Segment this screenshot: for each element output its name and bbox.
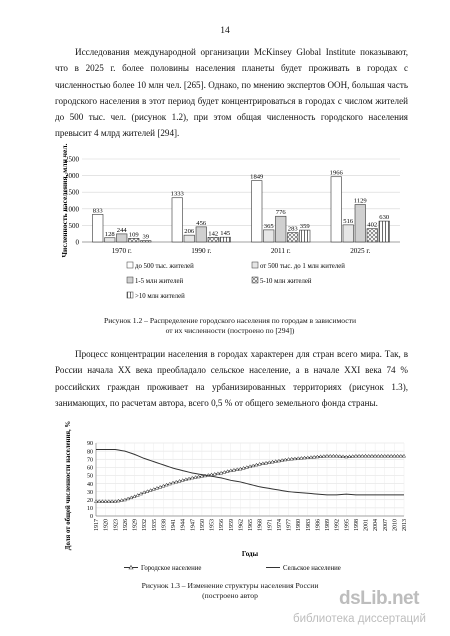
x-tick-label: 1980	[296, 519, 303, 531]
bar-value-label: 1129	[353, 197, 367, 205]
bar	[355, 205, 366, 242]
legend-label: 1-5 млн жителей	[135, 278, 184, 285]
bar	[208, 237, 219, 242]
bar	[276, 216, 287, 242]
bar-value-label: 142	[208, 230, 219, 238]
bar	[331, 177, 342, 242]
bar	[93, 214, 104, 242]
page-number: 14	[220, 26, 230, 36]
bar	[184, 235, 195, 242]
legend-label: Городское население	[141, 565, 202, 572]
y-tick-label: 20	[87, 497, 93, 504]
x-tick-label: 1977	[286, 519, 293, 531]
y-tick-label: 30	[87, 489, 93, 496]
x-tick-label: 1935	[151, 519, 158, 531]
x-tick-label: 1990 г.	[191, 247, 212, 255]
bar	[117, 234, 128, 242]
bar-value-label: 283	[287, 225, 298, 233]
bar-value-label: 833	[92, 207, 103, 215]
bar-value-label: 776	[275, 209, 286, 217]
bar-value-label: 244	[116, 226, 127, 234]
x-tick-label: 2025 г.	[350, 247, 371, 255]
bar	[196, 227, 207, 242]
y-tick-label: 70	[87, 457, 93, 464]
x-tick-label: 1974	[276, 519, 283, 531]
bar-value-label: 1966	[329, 169, 343, 177]
x-tick-label: 1983	[305, 519, 312, 531]
x-axis-title: Годы	[241, 550, 259, 558]
bar	[300, 230, 311, 242]
x-tick-label: 1947	[190, 519, 197, 531]
x-tick-label: 1917	[94, 519, 100, 531]
bar-value-label: 1333	[170, 190, 184, 198]
bar	[367, 229, 378, 242]
x-tick-label: 1959	[228, 519, 235, 531]
x-tick-label: 1920	[103, 519, 110, 531]
line-chart-russia-population	[60, 420, 408, 579]
legend-swatch	[127, 292, 133, 298]
legend-label: до 500 тыс. жителей	[135, 263, 194, 270]
figure-1-2-caption-line2: от их численности (построено по [294])	[165, 326, 295, 335]
x-tick-label: 1970 г.	[111, 247, 132, 255]
bar	[141, 241, 152, 242]
figure-1-2-caption-line1: Рисунок 1.2 – Распределение городского населения по городам в зависимости	[103, 316, 357, 325]
x-tick-label: 1965	[248, 519, 254, 531]
x-tick-label: 1971	[267, 519, 274, 531]
bar-value-label: 206	[184, 228, 195, 236]
bar	[343, 225, 354, 242]
figure-1-3-caption-line1: Рисунок 1.3 – Изменение структуры населения России	[141, 581, 319, 590]
legend-swatch	[127, 262, 133, 268]
bar-value-label: 516	[343, 217, 354, 225]
x-tick-label: 1932	[142, 519, 149, 531]
bar-value-label: 109	[128, 231, 139, 239]
y-tick-label: 2000	[65, 172, 79, 181]
x-tick-label: 1992	[334, 519, 341, 531]
y-tick-label: 500	[68, 221, 79, 230]
y-tick-label: 80	[87, 449, 93, 456]
bar-value-label: 145	[220, 230, 231, 238]
figure-1-2-caption	[60, 316, 400, 336]
bar	[105, 238, 116, 242]
watermark	[293, 588, 443, 632]
y-axis-title: Доля от общей численности населения, %	[65, 420, 72, 551]
legend-label: Сельское население	[283, 565, 341, 572]
x-tick-label: 1968	[257, 519, 264, 531]
x-tick-label: 1926	[122, 519, 129, 531]
legend-swatch	[127, 277, 133, 283]
legend-swatch	[252, 277, 258, 283]
x-tick-label: 1962	[238, 519, 245, 531]
x-tick-label: 2001	[363, 519, 370, 531]
x-tick-label: 1956	[219, 519, 226, 531]
y-tick-label: 50	[87, 473, 93, 480]
bar	[288, 233, 299, 242]
bar-chart-urban-distribution	[60, 143, 406, 310]
y-tick-label: 0	[90, 514, 93, 521]
bar-value-label: 402	[367, 221, 378, 229]
x-tick-label: 1986	[315, 519, 322, 531]
y-tick-label: 0	[75, 238, 79, 247]
x-tick-label: 1938	[161, 519, 168, 531]
bar	[220, 237, 231, 242]
bar-value-label: 365	[263, 222, 274, 230]
bar-value-label: 128	[104, 230, 115, 238]
bar-value-label: 39	[142, 233, 150, 241]
legend-label: от 500 тыс. до 1 млн жителей	[260, 263, 345, 270]
paragraph-russia: Процесс концентрации населения в городах характерен для стран всего мира. Так, в России начала ХХ века преобладало сельское население, а в начале XXI века 74 % российских граждан проживает на урбанизированных территориях (рисунок 1.3), занимающих, по расчетам автора, всего 0,5 % от общего земельного фонда страны.	[55, 349, 408, 408]
y-tick-label: 60	[87, 465, 93, 472]
x-tick-label: 1923	[113, 519, 120, 531]
x-tick-label: 1944	[180, 519, 187, 531]
bar-value-label: 1849	[250, 173, 264, 181]
figure-1-3-caption-line2: (построено автор	[202, 591, 258, 600]
y-tick-label: 1500	[65, 188, 79, 197]
x-tick-label: 1998	[353, 519, 360, 531]
x-tick-label: 1989	[325, 519, 331, 531]
bar	[264, 230, 275, 242]
x-tick-label: 1950	[199, 519, 206, 531]
bar	[252, 181, 263, 242]
x-tick-label: 2010	[392, 519, 399, 531]
legend-label: >10 млн жителей	[135, 293, 185, 300]
x-tick-label: 1941	[171, 519, 177, 531]
y-tick-label: 10	[87, 506, 93, 513]
bar-value-label: 630	[379, 214, 390, 222]
y-tick-label: 1000	[65, 205, 79, 214]
x-tick-label: 1953	[209, 519, 216, 531]
x-tick-label: 1929	[132, 519, 139, 531]
x-tick-label: 2004	[373, 519, 380, 531]
y-tick-label: 40	[87, 481, 93, 488]
watermark-subtitle: библиотека диссертаций	[293, 613, 426, 625]
bar-value-label: 456	[196, 219, 207, 227]
bar	[129, 238, 140, 242]
legend-label: 5-10 млн жителей	[260, 278, 312, 285]
watermark-logo: dsLib.net	[339, 588, 419, 609]
x-tick-label: 2013	[402, 519, 408, 531]
x-tick-label: 2011 г.	[270, 247, 291, 255]
y-tick-label: 2500	[65, 155, 79, 164]
bar-value-label: 359	[299, 223, 310, 231]
y-tick-label: 90	[87, 441, 93, 448]
paragraph-mckinsey: Исследования международной организации McKinsey Global Institute показывают, что в 2025 г. более половины населения планеты будет проживать в городах с численностью более 10 млн чел. [265]. Однако, по мнению экспертов ООН, большая часть городского населения в этот период будет концентрироваться в городах с числом жителей до 500 тыс. чел. (рисунок 1.2), при этом общая численность городского населения превысит 4 млрд жителей [294].	[55, 47, 408, 139]
x-tick-label: 1995	[344, 519, 351, 531]
bar	[172, 198, 183, 242]
x-tick-label: 2007	[382, 519, 389, 531]
legend-swatch	[252, 262, 258, 268]
y-axis-title: Численность населения, млн чел.	[60, 143, 69, 258]
bar	[379, 221, 390, 242]
